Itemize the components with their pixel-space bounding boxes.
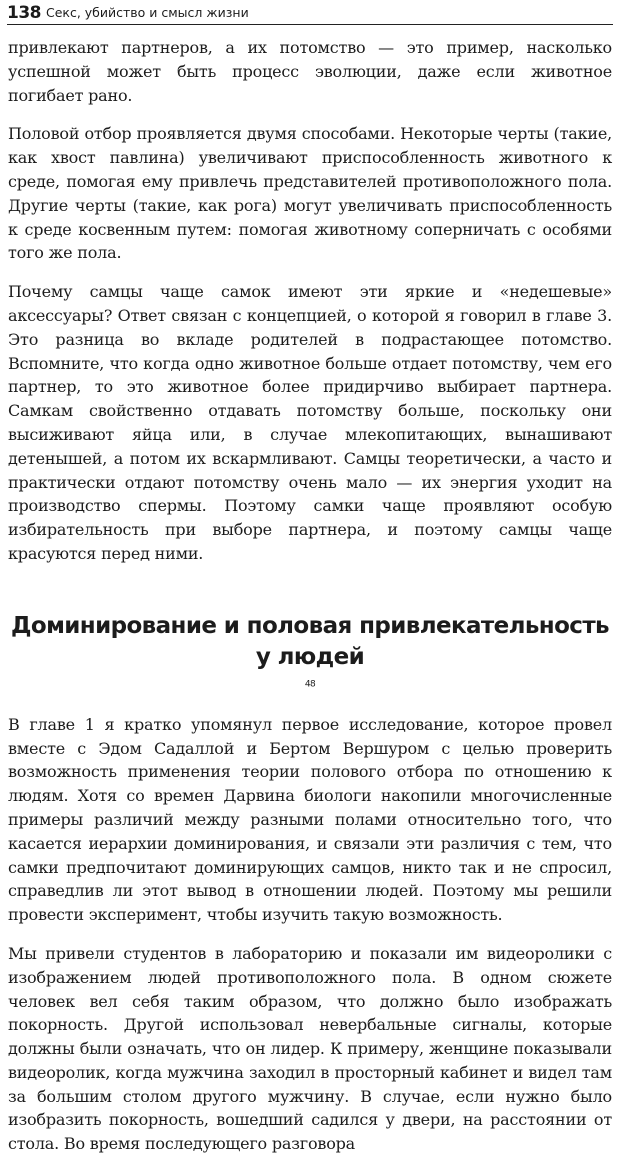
paragraph: Почему самцы чаще самок имеют эти яркие и «недешевые» аксессуары? Ответ связан с концепцией, о которой я говорил в главе 3. Это разница во вкладе родителей в подрастающее потомство. Вспомните, что когда одно животное больше отдает потомству, чем его партнер, то это животное более придирчиво выбирает партнера. Самкам свойственно отдавать потомству больше, поскольку они высиживают яйца или, в случае млекопитающих, вынашивают детенышей, а потом их вскармливают. Самцы теоретически, а часто и практически отдают потомству очень мало — их энергия уходит на производство спермы. Поэтому самки чаще проявляют особую избирательность при выборе партнера, и поэтому самцы чаще красуются перед ними. bbox=[8, 282, 612, 563]
paragraph: Половой отбор проявляется двумя способами. Некоторые черты (такие, как хвост павлина) увеличивают приспособленность животного к среде, помогая ему привлечь представителей противоположного пола. Другие черты (такие, как рога) могут увеличивать приспособленность к среде косвенным путем: помогая животному соперничать с особями того же пола. bbox=[8, 124, 612, 263]
page-header bbox=[7, 0, 613, 25]
section-heading-line2 bbox=[8, 642, 612, 704]
paragraph: В главе 1 я кратко упомянул первое исследование, которое провел вместе с Эдом Садаллой и Бертом Вершуром с целью проверить возможность применения теории полового отбора по отношению к людям. Хотя со времен Дарвина биологи накопили многочисленные примеры различий между разными полами относительно того, что касается иерархии доминирования, и связали эти различия с тем, что самки предпочитают доминирующих самцов, никто так и не спросил, справедлив ли этот вывод в отношении людей. Поэтому мы решили провести эксперимент, чтобы изучить такую возможность. bbox=[8, 714, 612, 925]
paragraph: привлекают партнеров, а их потомство — это пример, насколько успешной может быть процесс эволюции, даже если животное погибает рано. bbox=[8, 38, 612, 105]
page-body bbox=[8, 36, 612, 1171]
section-heading bbox=[8, 611, 612, 704]
section-heading-line2-text: у людей bbox=[255, 643, 365, 670]
section-heading-line1: Доминирование и половая привлекательность bbox=[11, 612, 609, 639]
running-title: Секс, убийство и смысл жизни bbox=[46, 5, 249, 20]
page-number: 138 bbox=[7, 3, 41, 23]
paragraph: Мы привели студентов в лабораторию и показали им видеоролики с изображением людей противоположного пола. В одном сюжете человек вел себя таким образом, что должно было изображать покорность. Другой использовал невербальные сигналы, которые должны были означать, что он лидер. К примеру, женщине показывали видеоролик, когда мужчина заходил в просторный кабинет и видел там за большим столом другого мужчину. В случае, если нужно было изобразить покорность, вошедший садился у двери, на расстоянии от стола. Во время последующего разговора bbox=[8, 943, 612, 1154]
footnote-reference: 48 bbox=[304, 679, 316, 690]
